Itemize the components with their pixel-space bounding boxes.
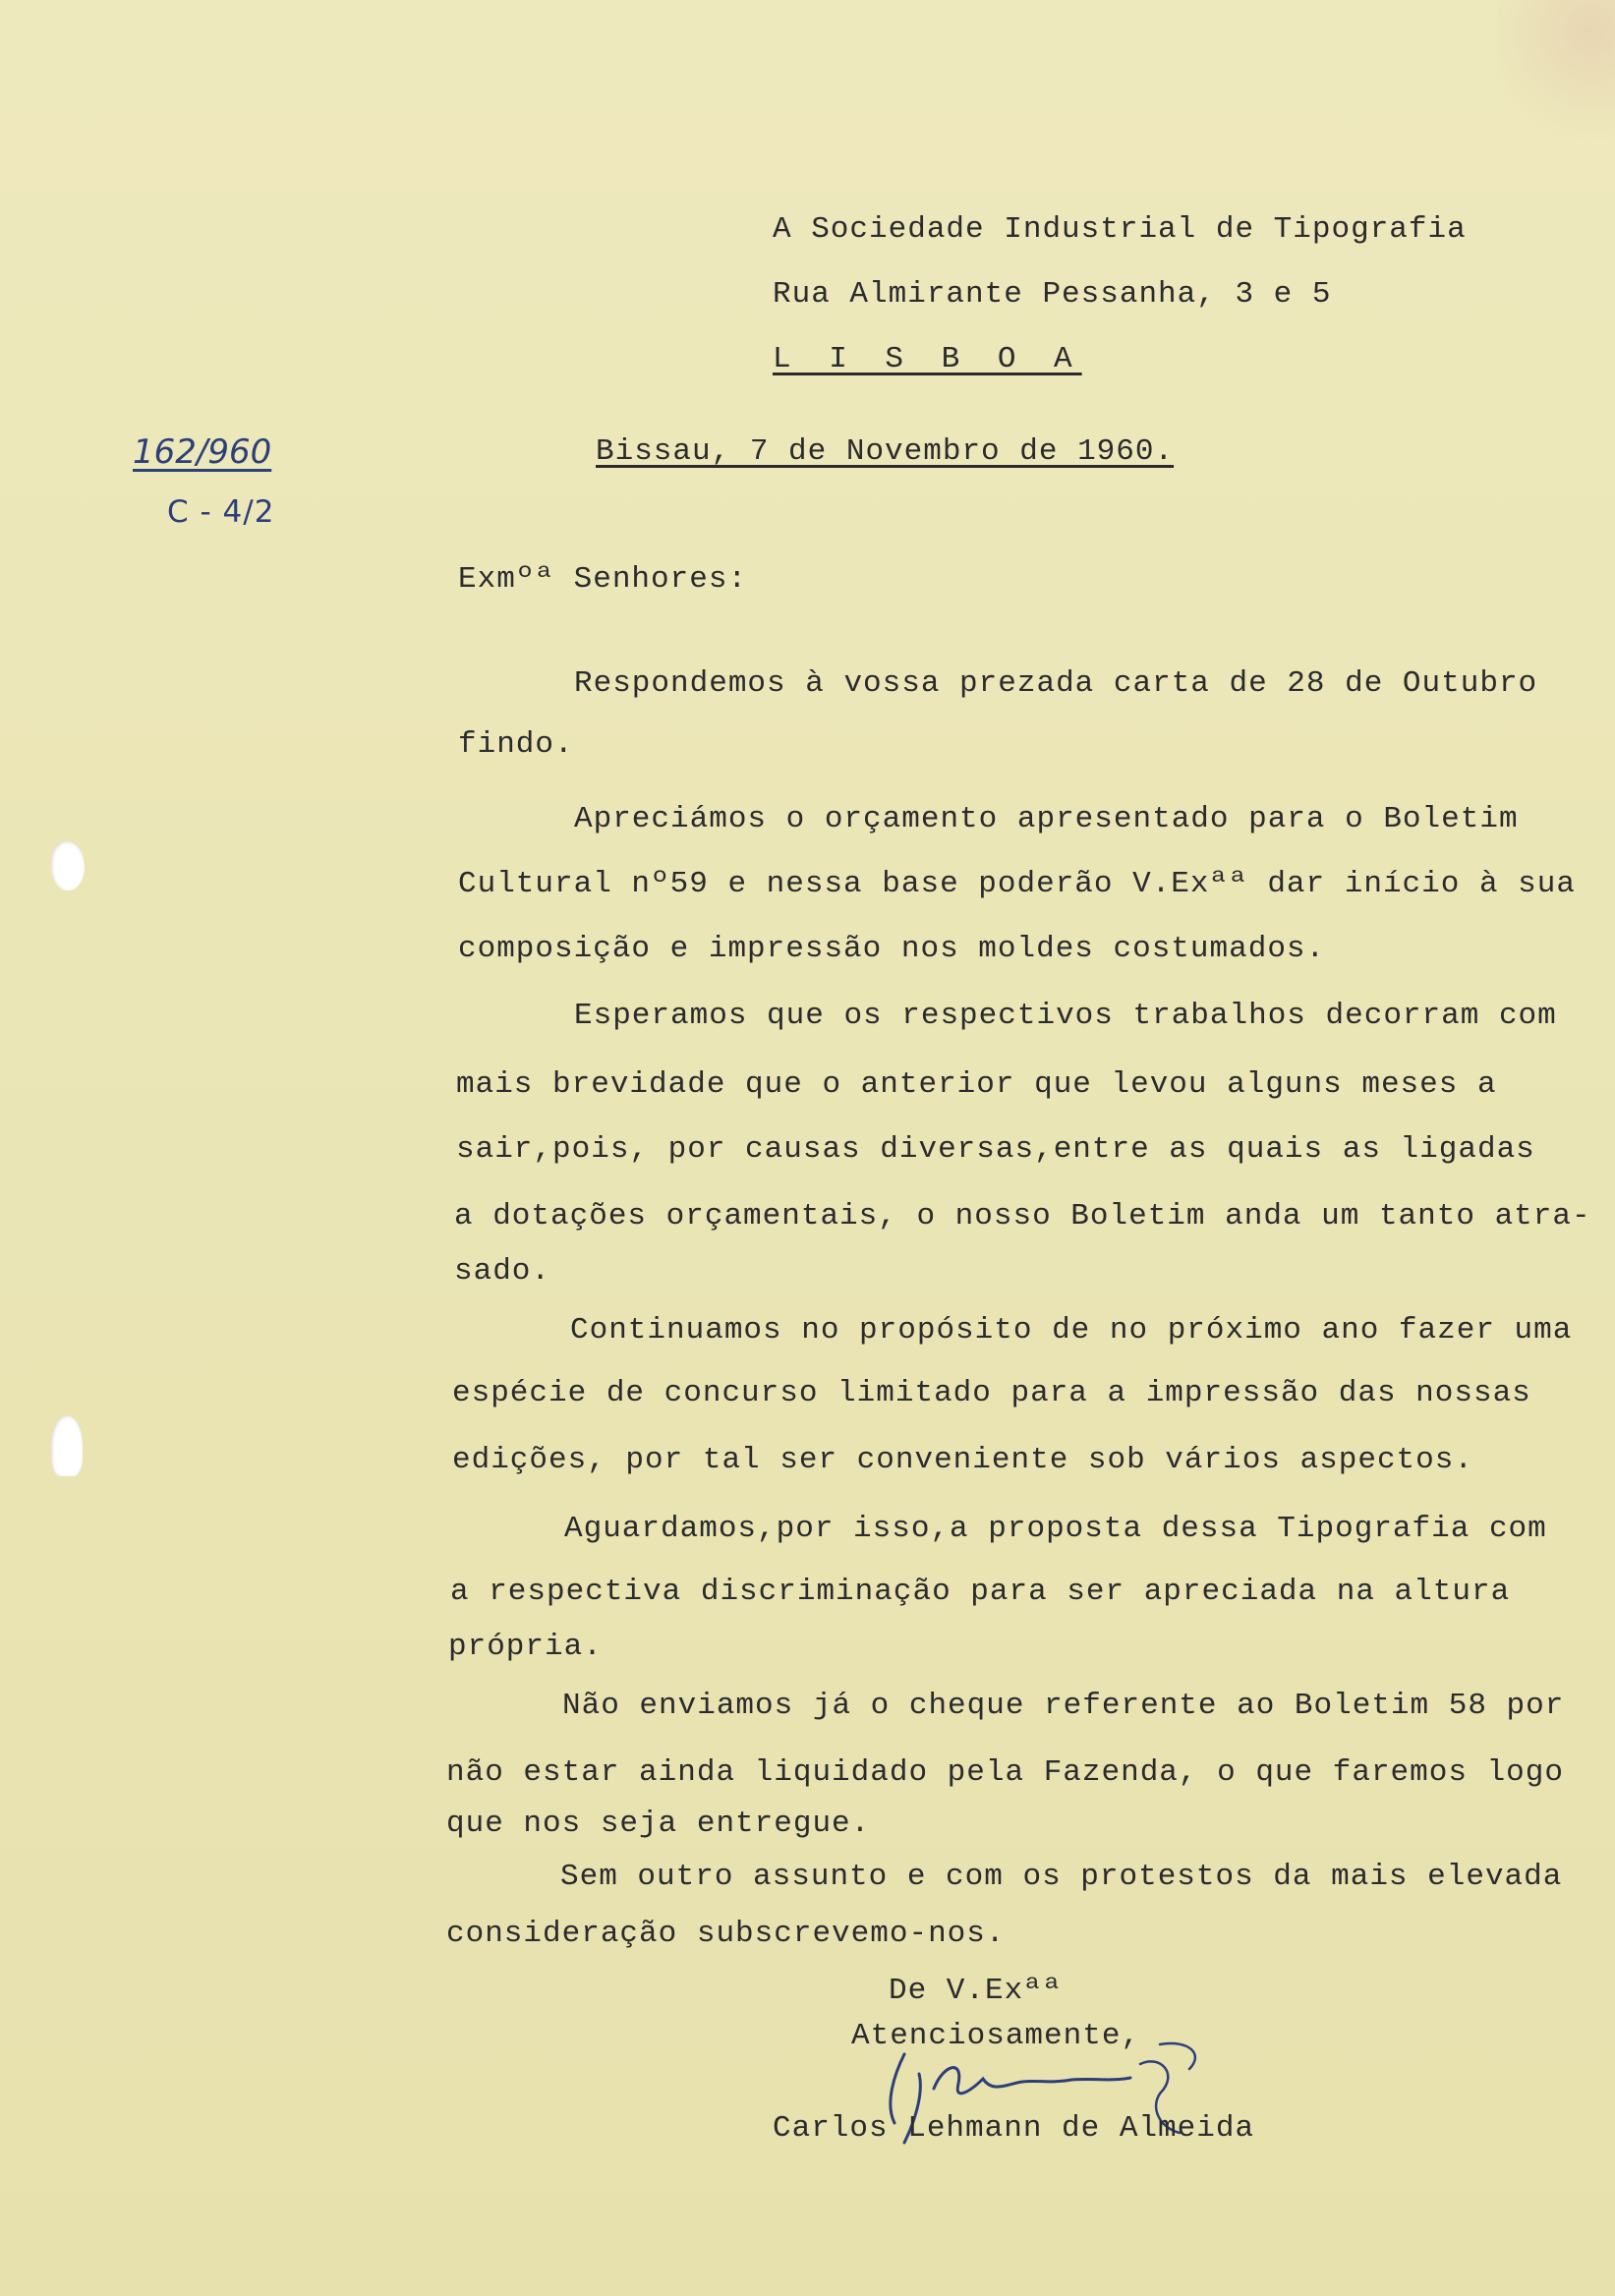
- addressee-line-1: A Sociedade Industrial de Tipografia: [773, 212, 1467, 247]
- date-line: Bissau, 7 de Novembro de 1960.: [596, 434, 1175, 469]
- addressee-line-2: Rua Almirante Pessanha, 3 e 5: [773, 277, 1332, 312]
- body-line: a dotações orçamentais, o nosso Boletim anda um tanto atra-: [454, 1199, 1591, 1234]
- paper-stain: [1497, 0, 1615, 157]
- body-line: edições, por tal ser conveniente sob vários aspectos.: [452, 1443, 1473, 1477]
- body-line: que nos seja entregue.: [446, 1807, 871, 1841]
- body-line: a respectiva discriminação para ser apreciada na altura: [450, 1575, 1511, 1609]
- addressee-city: L I S B O A: [773, 342, 1082, 376]
- body-line: findo.: [458, 727, 574, 762]
- body-line: Cultural nº59 e nessa base poderão V.Exªª dar início à sua: [458, 867, 1576, 901]
- reference-code: C - 4/2: [167, 494, 275, 530]
- closing-line-2: Atenciosamente,: [851, 2019, 1141, 2053]
- body-line: espécie de concurso limitado para a impressão das nossas: [452, 1376, 1531, 1410]
- body-line: sair,pois, por causas diversas,entre as quais as ligadas: [456, 1132, 1535, 1167]
- signatory-name: Carlos Lehmann de Almeida: [773, 2111, 1255, 2146]
- body-line: sado.: [454, 1254, 551, 1289]
- body-line: consideração subscrevemo-nos.: [446, 1917, 1006, 1951]
- body-line: Não enviamos já o cheque referente ao Boletim 58 por: [562, 1689, 1565, 1723]
- body-line: própria.: [448, 1630, 603, 1664]
- body-line: composição e impressão nos moldes costumados.: [458, 932, 1326, 966]
- body-line: Esperamos que os respectivos trabalhos decorram com: [574, 999, 1557, 1033]
- reference-number: 162/960: [133, 432, 272, 472]
- body-line: Apreciámos o orçamento apresentado para o Boletim: [574, 802, 1519, 836]
- salutation: Exmºª Senhores:: [458, 562, 748, 597]
- body-line: não estar ainda liquidado pela Fazenda, o que faremos logo: [446, 1755, 1564, 1790]
- body-line: mais brevidade que o anterior que levou alguns meses a: [456, 1067, 1497, 1102]
- punch-hole-top: [51, 841, 85, 890]
- punch-hole-bottom: [51, 1415, 83, 1476]
- body-line: Aguardamos,por isso,a proposta dessa Tipografia com: [564, 1512, 1547, 1546]
- body-line: Respondemos à vossa prezada carta de 28 de Outubro: [574, 666, 1538, 701]
- body-line: Continuamos no propósito de no próximo ano fazer uma: [570, 1313, 1573, 1348]
- body-line: Sem outro assunto e com os protestos da mais elevada: [560, 1860, 1563, 1894]
- closing-line-1: De V.Exªª: [889, 1974, 1063, 2008]
